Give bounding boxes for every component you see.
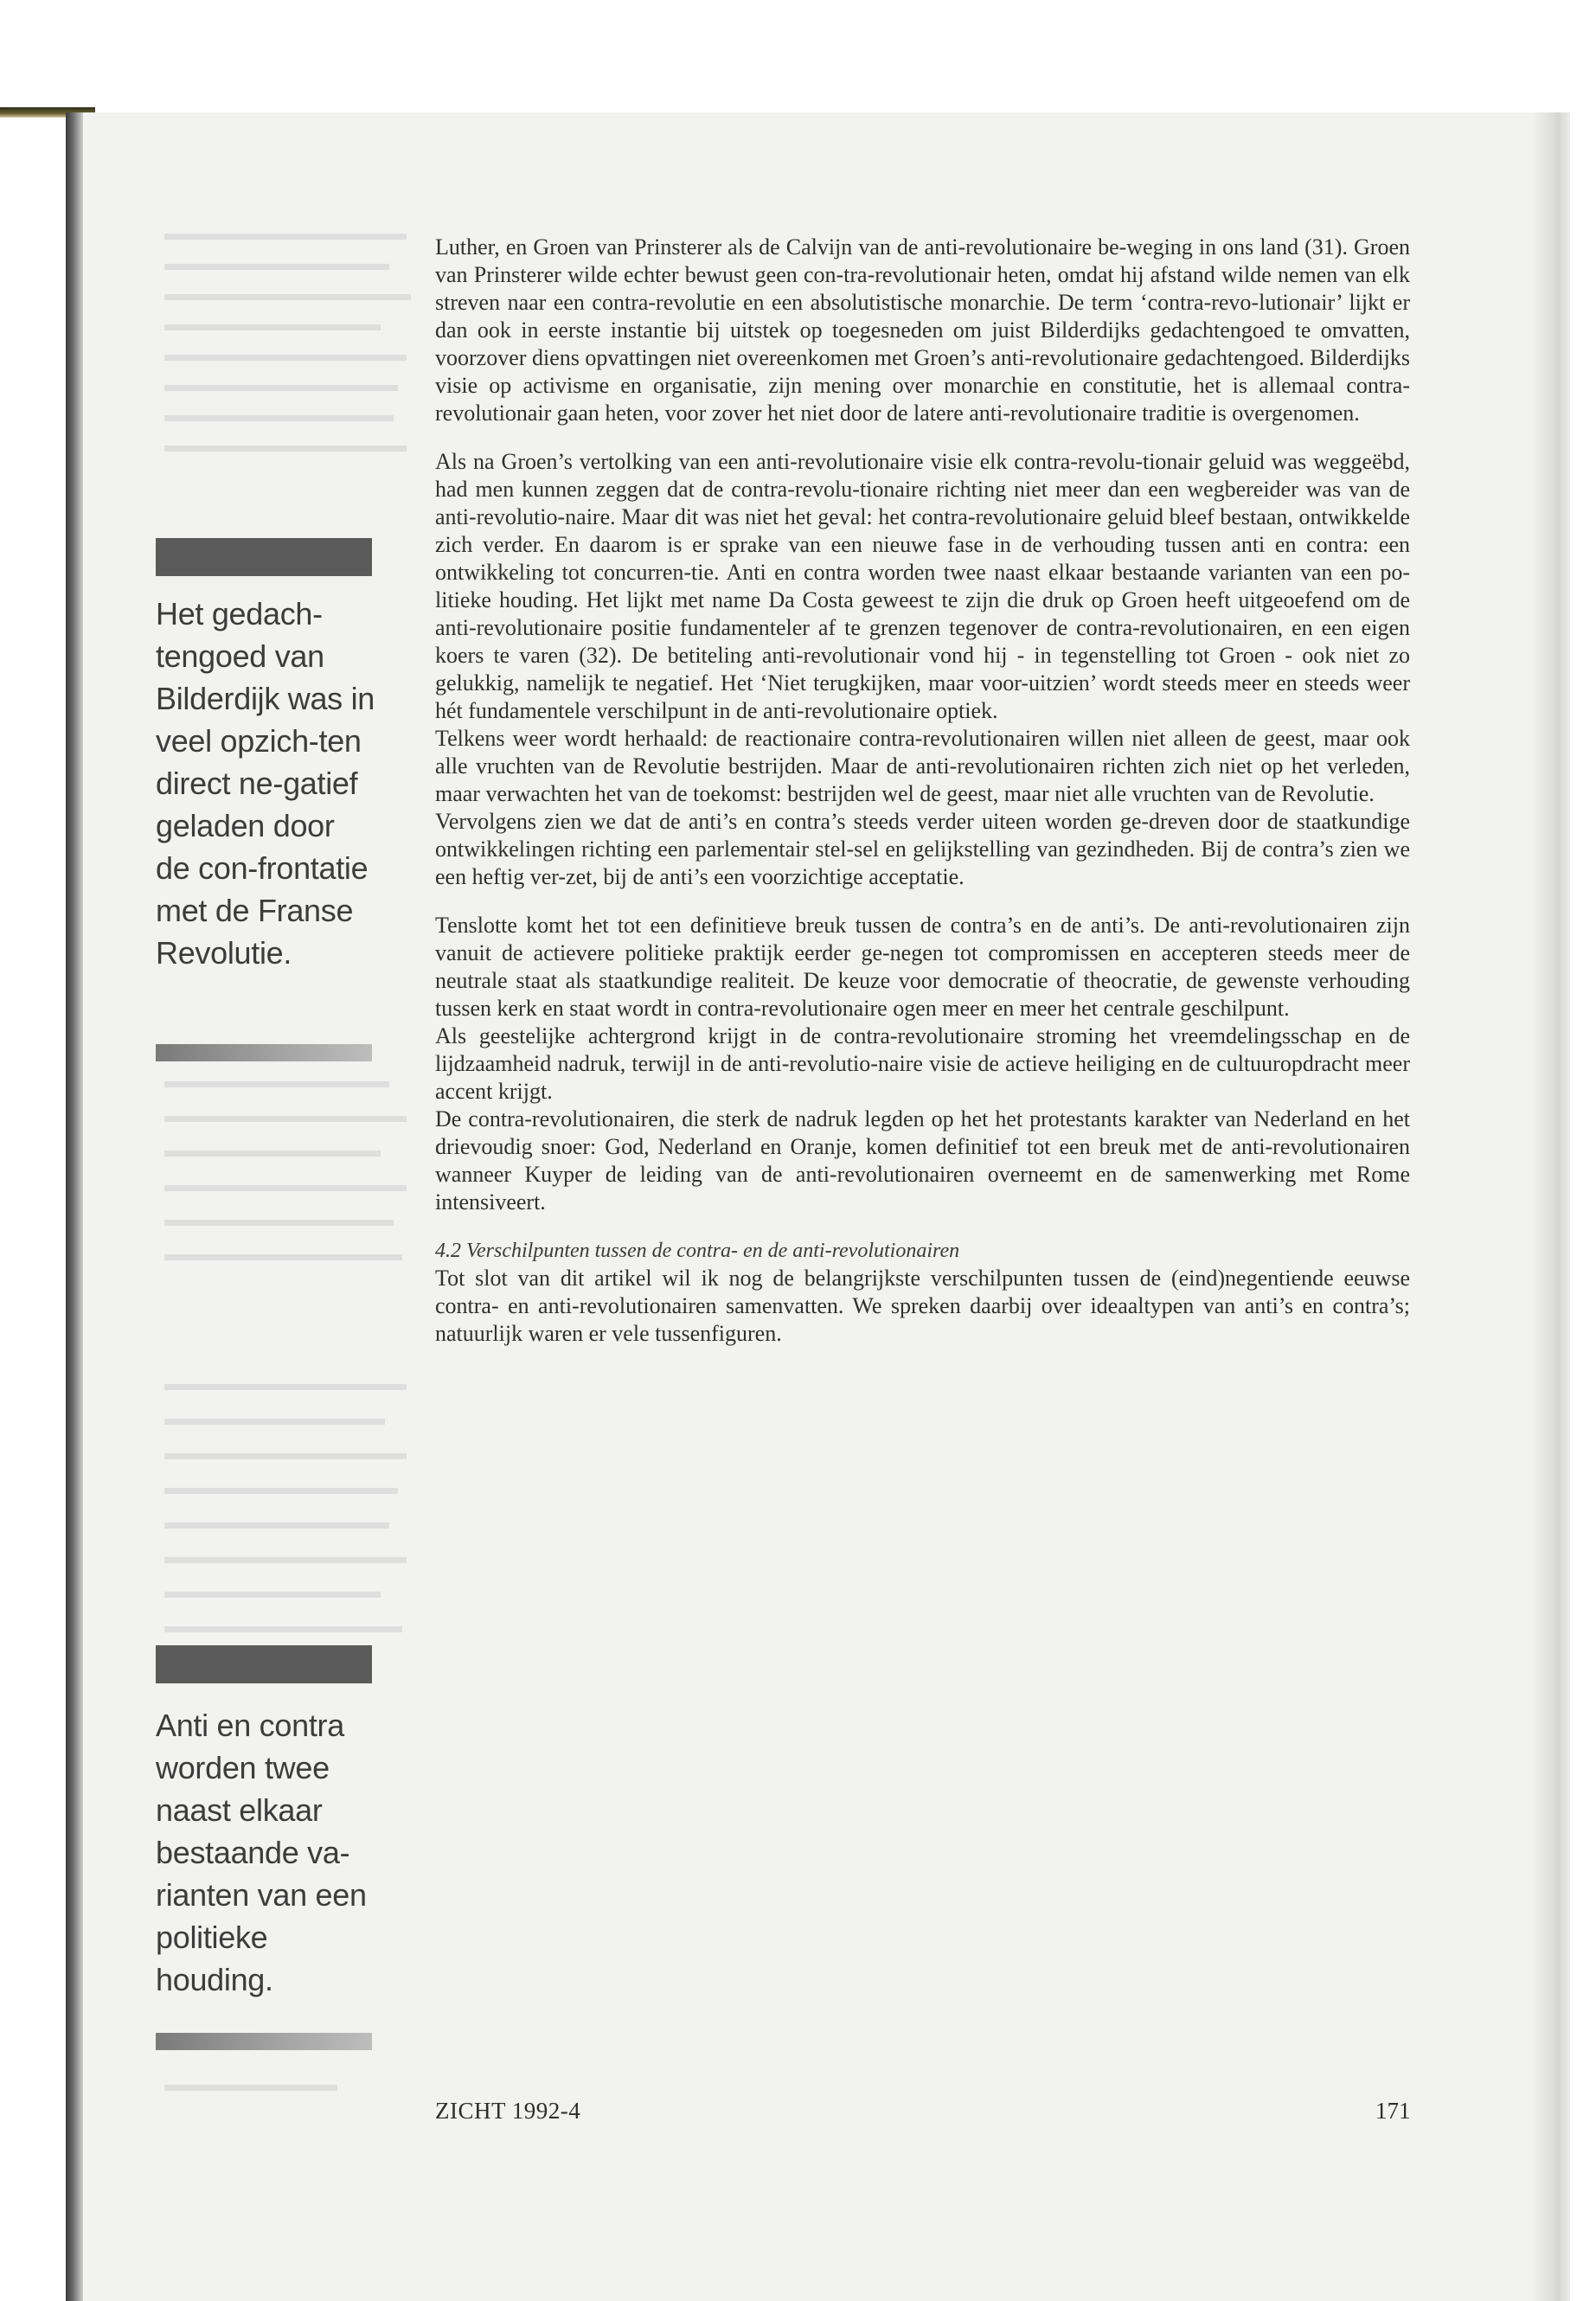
paragraph: Luther, en Groen van Prinsterer als de Calvijn van de anti-revolutionaire be-weging in ons land (31). Groen van Prinsterer wilde echter bewust geen con-tra-revolutionair heten, omdat hij afstand wilde nemen van elk streven naar een contra-revolutie en een absolutistische monarchie. De term ‘contra-revo-lutionair’ lijkt er dan ook in eerste instantie bij uitstek op toegesneden om juist Bilderdijks gedachtengoed te omvatten, voorzover diens opvattingen niet overeenkomen met Groen’s anti-revolutionaire gedachtengoed. Bilderdijks visie op activisme en organisatie, zijn mening over monarchie en constitutie, het is allemaal contra-revolutionair gaan heten, voor zover het niet door de latere anti-revolutionaire traditie is overgenomen. [435, 234, 1410, 426]
pullquote-bottom-bar [156, 1044, 372, 1061]
pullquote-top-bar [156, 1645, 372, 1683]
paragraph: Vervolgens zien we dat de anti’s en contra’s steeds verder uiteen worden ge-dreven door de staatkundige ontwikkelingen richting een parlementair stel-sel en gelijkstelling van gezindheden. Bij de contra’s zien we een heftig ver-zet, bij de anti’s een voorzichtige acceptatie. [435, 809, 1410, 889]
section-heading: 4.2 Verschilpunten tussen de contra- en de anti-revolutionairen [435, 1240, 960, 1262]
paragraph: Tot slot van dit artikel wil ik nog de belangrijkste verschilpunten tussen de (eind)negentiende eeuwse contra- en anti-revolutionairen samenvatten. We spreken daarbij over ideaaltypen van anti’s en contra’s; natuurlijk waren er vele tussenfiguren. [435, 1266, 1410, 1346]
paragraph: Als na Groen’s vertolking van een anti-revolutionaire visie elk contra-revolu-tionair geluid was weggeëbd, had men kunnen zeggen dat de contra-revolu-tionaire richting niet meer dan een wegbereider was van de anti-revolutio-naire. Maar dit was niet het geval: het contra-revolutionaire geluid bleef bestaan, ontwikkelde zich verder. En daarom is er sprake van een nieuwe fase in de verhouding tussen anti en contra: een ontwikkeling tot concurren-tie. Anti en contra worden twee naast elkaar bestaande varianten van een po-litieke houding. Het lijkt met name Da Costa geweest te zijn die druk op Groen heeft uitgeoefend om de anti-revolutionaire positie fundamenteler af te grenzen tegenover de contra-revolutionairen, en een eigen koers te varen (32). De betiteling anti-revolutionair vond hij - in tegenstelling tot Groen - ook niet zo gelukkig, namelijk te negatief. Het ‘Niet terugkijken, maar voor-uitzien’ wordt steeds meer en steeds weer hét fundamentele verschilpunt in de anti-revolutionaire optiek. [435, 449, 1410, 723]
paragraph: Tenslotte komt het tot een definitieve breuk tussen de contra’s en de anti’s. De anti-revolutionairen zijn vanuit de actievere politieke praktijk eerder ge-negen tot compromissen en accepteren steeds meer de neutrale staat als staatkundige realiteit. De keuze voor democratie of theocratie, de gewenste verhouding tussen kerk en staat wordt in contra-revolutionaire ogen meer en meer het centrale geschilpunt. [435, 913, 1410, 1021]
footer-journal: ZICHT 1992-4 [435, 2098, 581, 2124]
article-body [435, 234, 1410, 1348]
pullquote-top-bar [156, 538, 372, 576]
page-edge-fold [1531, 112, 1570, 2301]
paragraph: Telkens weer wordt herhaald: de reactionaire contra-revolutionairen willen niet alleen de geest, maar ook alle vruchten van de Revolutie bestrijden. Maar de anti-revolutionairen richten zich niet op het verleden, maar verwachten het van de toekomst: bestrijden wel de geest, maar niet alle vruchten van de Revolutie. [435, 726, 1410, 806]
pullquote-2: Anti en contra worden twee naast elkaar bestaande va-rianten van een politieke houding. [156, 1708, 367, 1997]
pullquote-1: Het gedach-tengoed van Bilderdijk was in veel opzich-ten direct ne-gatief geladen door de con-frontatie met de Franse Revolutie. [156, 596, 375, 971]
paragraph: Als geestelijke achtergrond krijgt in de contra-revolutionaire stroming het vreemdelingsschap en de lijdzaamheid nadruk, terwijl in de anti-revolutio-naire visie de actieve heiliging en de cultuuropdracht meer accent krijgt. [435, 1023, 1410, 1104]
book-spine-shadow [66, 112, 83, 2301]
page-number: 171 [1375, 2098, 1411, 2124]
pullquote-bottom-bar [156, 2033, 372, 2050]
paragraph: De contra-revolutionairen, die sterk de nadruk legden op het het protestants karakter van Nederland en het drievoudig snoer: God, Nederland en Oranje, komen definitief tot een breuk met de anti-revolutionairen wanneer Kuyper de leiding van de anti-revolutionairen overneemt en de samenwerking met Rome intensiveert. [435, 1106, 1410, 1215]
